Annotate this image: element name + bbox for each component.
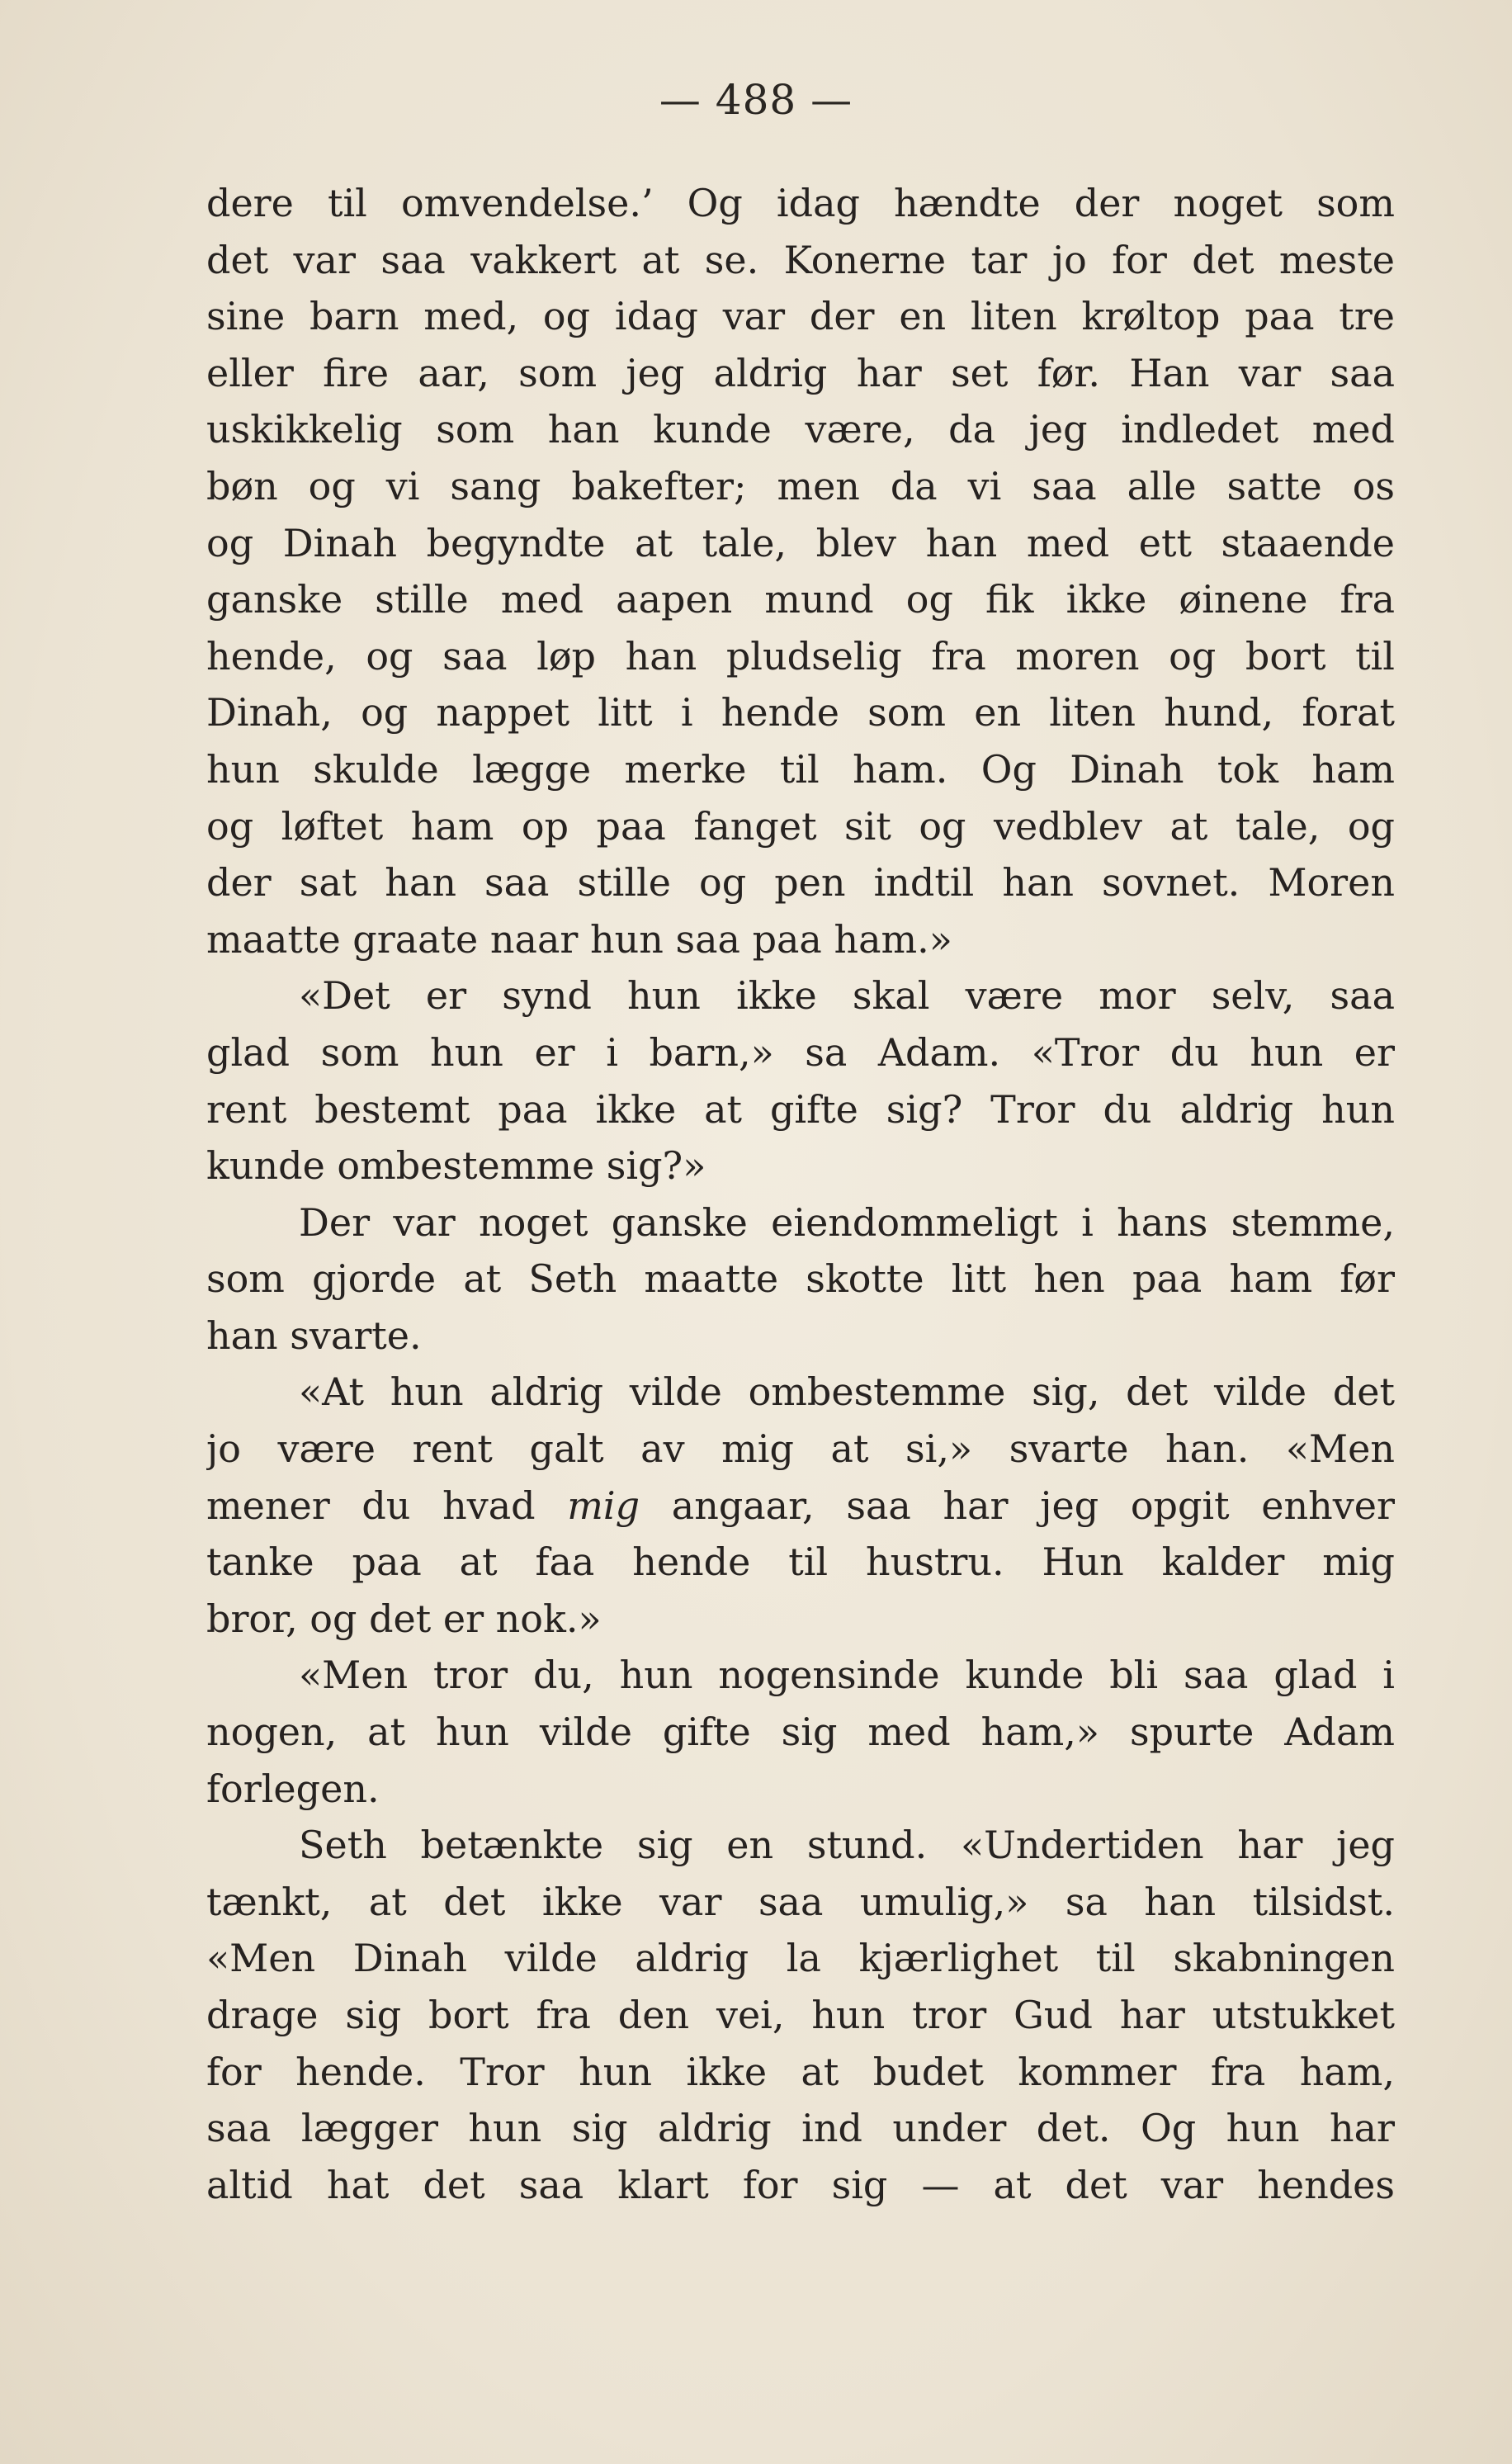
text-line: «Men tror du, hun nogensinde kunde bli saa glad i: [299, 1653, 1395, 1698]
page-number: — 488 —: [659, 76, 853, 124]
text-line: der sat han saa stille og pen indtil han sovnet. Moren: [206, 860, 1395, 906]
text-line: for hende. Tror hun ikke at budet kommer fra ham,: [206, 2049, 1395, 2094]
text-line: han svarte.: [206, 1312, 422, 1358]
text-line: forlegen.: [206, 1766, 380, 1811]
text-line: som gjorde at Seth maatte skotte litt hen paa ham før: [206, 1256, 1395, 1302]
text-line: «Men Dinah vilde aldrig la kjærlighet til skabningen: [206, 1936, 1395, 1981]
text-line: rent bestemt paa ikke at gifte sig? Tror du aldrig hun: [206, 1086, 1395, 1132]
body-text: [206, 175, 1395, 2213]
text-line: maatte graate naar hun saa paa ham.»: [206, 916, 952, 962]
text-line: Dinah, og nappet litt i hende som en liten hund, forat: [206, 690, 1395, 735]
text-line: «At hun aldrig vilde ombestemme sig, det vilde det: [299, 1369, 1395, 1415]
emphasized-word: mig: [567, 1483, 640, 1528]
text-line: altid hat det saa klart for sig — at det var hendes: [206, 2162, 1395, 2207]
text-line: tanke paa at faa hende til hustru. Hun kalder mig: [206, 1539, 1395, 1585]
text-line: «Det er synd hun ikke skal være mor selv, saa: [299, 973, 1395, 1019]
text-line: hende, og saa løp han pludselig fra moren og bort til: [206, 633, 1395, 679]
text-line: og løftet ham op paa fanget sit og vedblev at tale, og: [206, 803, 1395, 849]
text-line: sine barn med, og idag var der en liten krøltop paa tre: [206, 294, 1395, 339]
text-line: bøn og vi sang bakefter; men da vi saa alle satte os: [206, 463, 1395, 508]
text-line: glad som hun er i barn,» sa Adam. «Tror du hun er: [206, 1029, 1395, 1075]
text-line: bror, og det er nok.»: [206, 1596, 602, 1641]
text-line: mener du hvad mig angaar, saa har jeg opgit enhver: [206, 1483, 1395, 1528]
text-line: kunde ombestemme sig?»: [206, 1143, 706, 1189]
text-line: Seth betænkte sig en stund. «Undertiden har jeg: [299, 1823, 1395, 1868]
text-line: dere til omvendelse.’ Og idag hændte der noget som: [206, 181, 1395, 225]
text-line: Der var noget ganske eiendommeligt i hans stemme,: [299, 1199, 1395, 1245]
text-line: eller fire aar, som jeg aldrig har set før. Han var saa: [206, 350, 1395, 395]
text-line: jo være rent galt av mig at si,» svarte han. «Men: [206, 1426, 1395, 1472]
text-line: ganske stille med aapen mund og fik ikke øinene fra: [206, 577, 1395, 622]
text-line: drage sig bort fra den vei, hun tror Gud har utstukket: [206, 1993, 1395, 2037]
text-line: hun skulde lægge merke til ham. Og Dinah tok ham: [206, 746, 1395, 792]
text-line: uskikkelig som han kunde være, da jeg indledet med: [206, 407, 1395, 452]
text-line: og Dinah begyndte at tale, blev han med ett staaende: [206, 520, 1395, 565]
text-line: tænkt, at det ikke var saa umulig,» sa han tilsidst.: [206, 1879, 1395, 1924]
text-line: nogen, at hun vilde gifte sig med ham,» spurte Adam: [206, 1710, 1395, 1755]
text-line: det var saa vakkert at se. Konerne tar jo for det meste: [206, 237, 1395, 282]
text-line: saa lægger hun sig aldrig ind under det. Og hun har: [206, 2106, 1395, 2151]
